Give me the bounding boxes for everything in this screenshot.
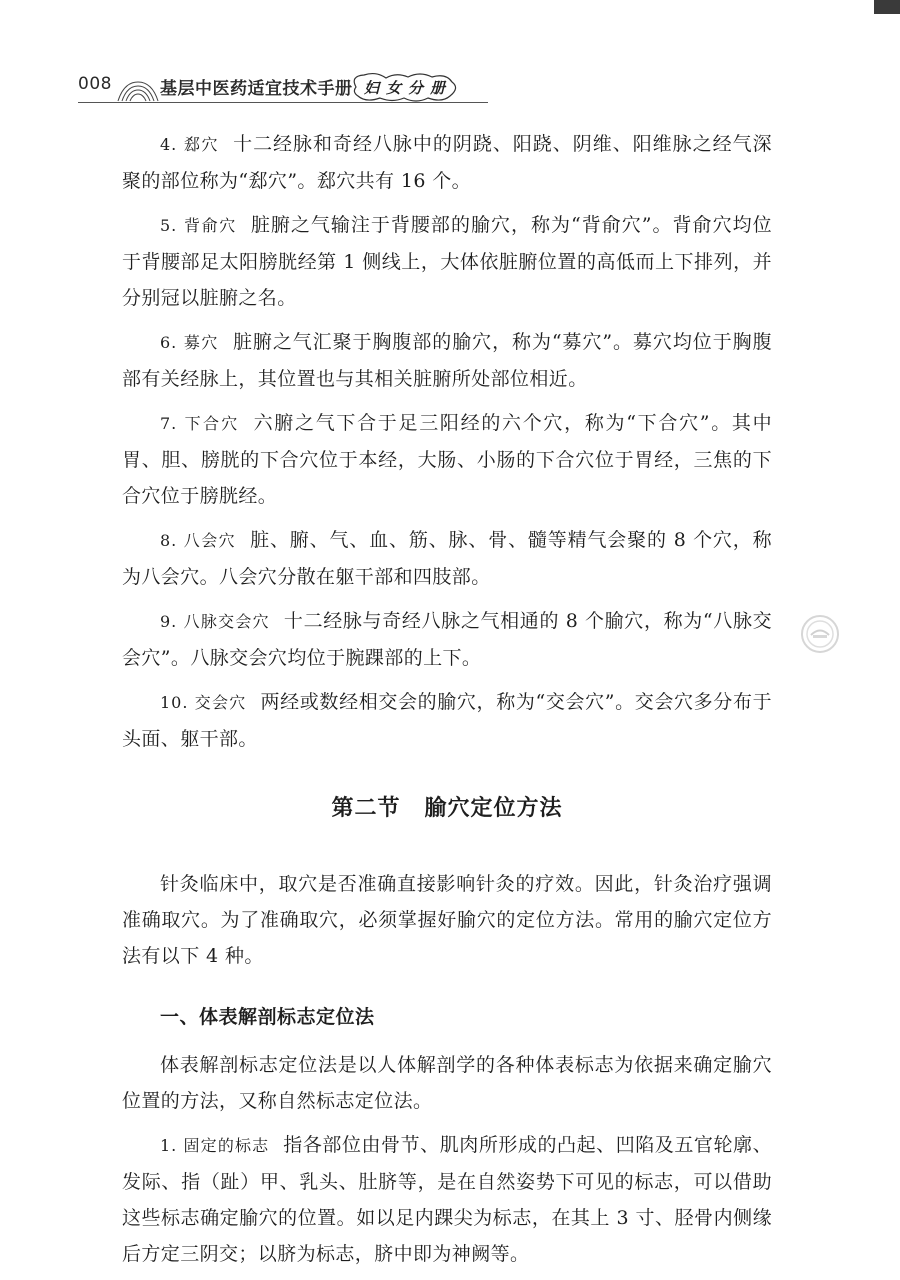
acupoint-paragraph [122, 207, 772, 316]
acupoint-paragraph [122, 126, 772, 199]
page-number: 008 [78, 74, 112, 94]
subsection-heading: 一、体表解剖标志定位法 [160, 1006, 375, 1028]
paragraph-text: 脏、腑、气、血、筋、脉、骨、髓等精气会聚的 8 个穴，称为八会穴。八会穴分散在躯干部和四肢部。 [122, 529, 772, 588]
section-number: 第二节 [331, 796, 401, 821]
running-header [0, 70, 900, 110]
acupoint-paragraph [122, 324, 772, 397]
paragraph-text: 脏腑之气输注于背腰部的腧穴，称为“背俞穴”。背俞穴均位于背腰部足太阳膀胱经第 1 侧线上，大体依脏腑位置的高低而上下排列，并分别冠以脏腑之名。 [122, 214, 772, 309]
paragraph-text: 十二经脉与奇经八脉之气相通的 8 个腧穴，称为“八脉交会穴”。八脉交会穴均位于腕踝部的上下。 [122, 610, 773, 669]
term-label: 4. 郄穴 [160, 135, 220, 154]
paragraph-text: 脏腑之气汇聚于胸腹部的腧穴，称为“募穴”。募穴均位于胸腹部有关经脉上，其位置也与其相关脏腑所处部位相近。 [122, 331, 772, 390]
header-divider [78, 102, 488, 103]
paragraph-text: 指各部位由骨节、肌肉所形成的凸起、凹陷及五官轮廓、发际、指（趾）甲、乳头、肚脐等，是在自然姿势下可见的标志，可以借助这些标志确定腧穴的位置。如以足内踝尖为标志，在其上 3 寸、胫骨内侧缘后方定三阴交；以脐为标志，脐中即为神阙等。 [122, 1134, 772, 1265]
term-label: 8. 八会穴 [160, 531, 237, 550]
acupoint-paragraph [122, 405, 772, 514]
volume-label: 妇女分册 [364, 79, 453, 97]
cloud-ornament-icon [116, 78, 160, 102]
paragraph-text: 十二经脉和奇经八脉中的阴跷、阳跷、阴维、阳维脉之经气深聚的部位称为“郄穴”。郄穴共有 16 个。 [122, 133, 772, 192]
term-label: 5. 背俞穴 [160, 216, 237, 235]
book-title: 基层中医药适宜技术手册 [160, 79, 353, 99]
section-intro: 针灸临床中，取穴是否准确直接影响针灸的疗效。因此，针灸治疗强调准确取穴。为了准确取穴，必须掌握好腧穴的定位方法。常用的腧穴定位方法有以下 4 种。 [122, 873, 772, 967]
term-label: 9. 八脉交会穴 [160, 612, 270, 631]
page-corner-mark [874, 0, 900, 14]
section-heading: 腧穴定位方法 [424, 796, 563, 821]
acupoint-paragraph [122, 522, 772, 595]
subsection-intro: 体表解剖标志定位法是以人体解剖学的各种体表标志为依据来确定腧穴位置的方法，又称自然标志定位法。 [122, 1054, 772, 1112]
page-content [122, 126, 772, 1280]
acupoint-paragraph [122, 603, 772, 676]
side-seal-icon [800, 614, 840, 654]
paragraph-text: 两经或数经相交会的腧穴，称为“交会穴”。交会穴多分布于头面、躯干部。 [122, 691, 772, 750]
term-label: 1. 固定的标志 [160, 1136, 270, 1155]
term-label: 10. 交会穴 [160, 693, 247, 712]
acupoint-paragraph [122, 684, 772, 757]
term-label: 7. 下合穴 [160, 414, 240, 433]
term-label: 6. 募穴 [160, 333, 219, 352]
section-title [122, 791, 772, 822]
paragraph-text: 六腑之气下合于足三阳经的六个穴，称为“下合穴”。其中胃、胆、膀胱的下合穴位于本经，大肠、小肠的下合穴位于胃经，三焦的下合穴位于膀胱经。 [122, 412, 773, 507]
landmark-paragraph [122, 1127, 772, 1272]
